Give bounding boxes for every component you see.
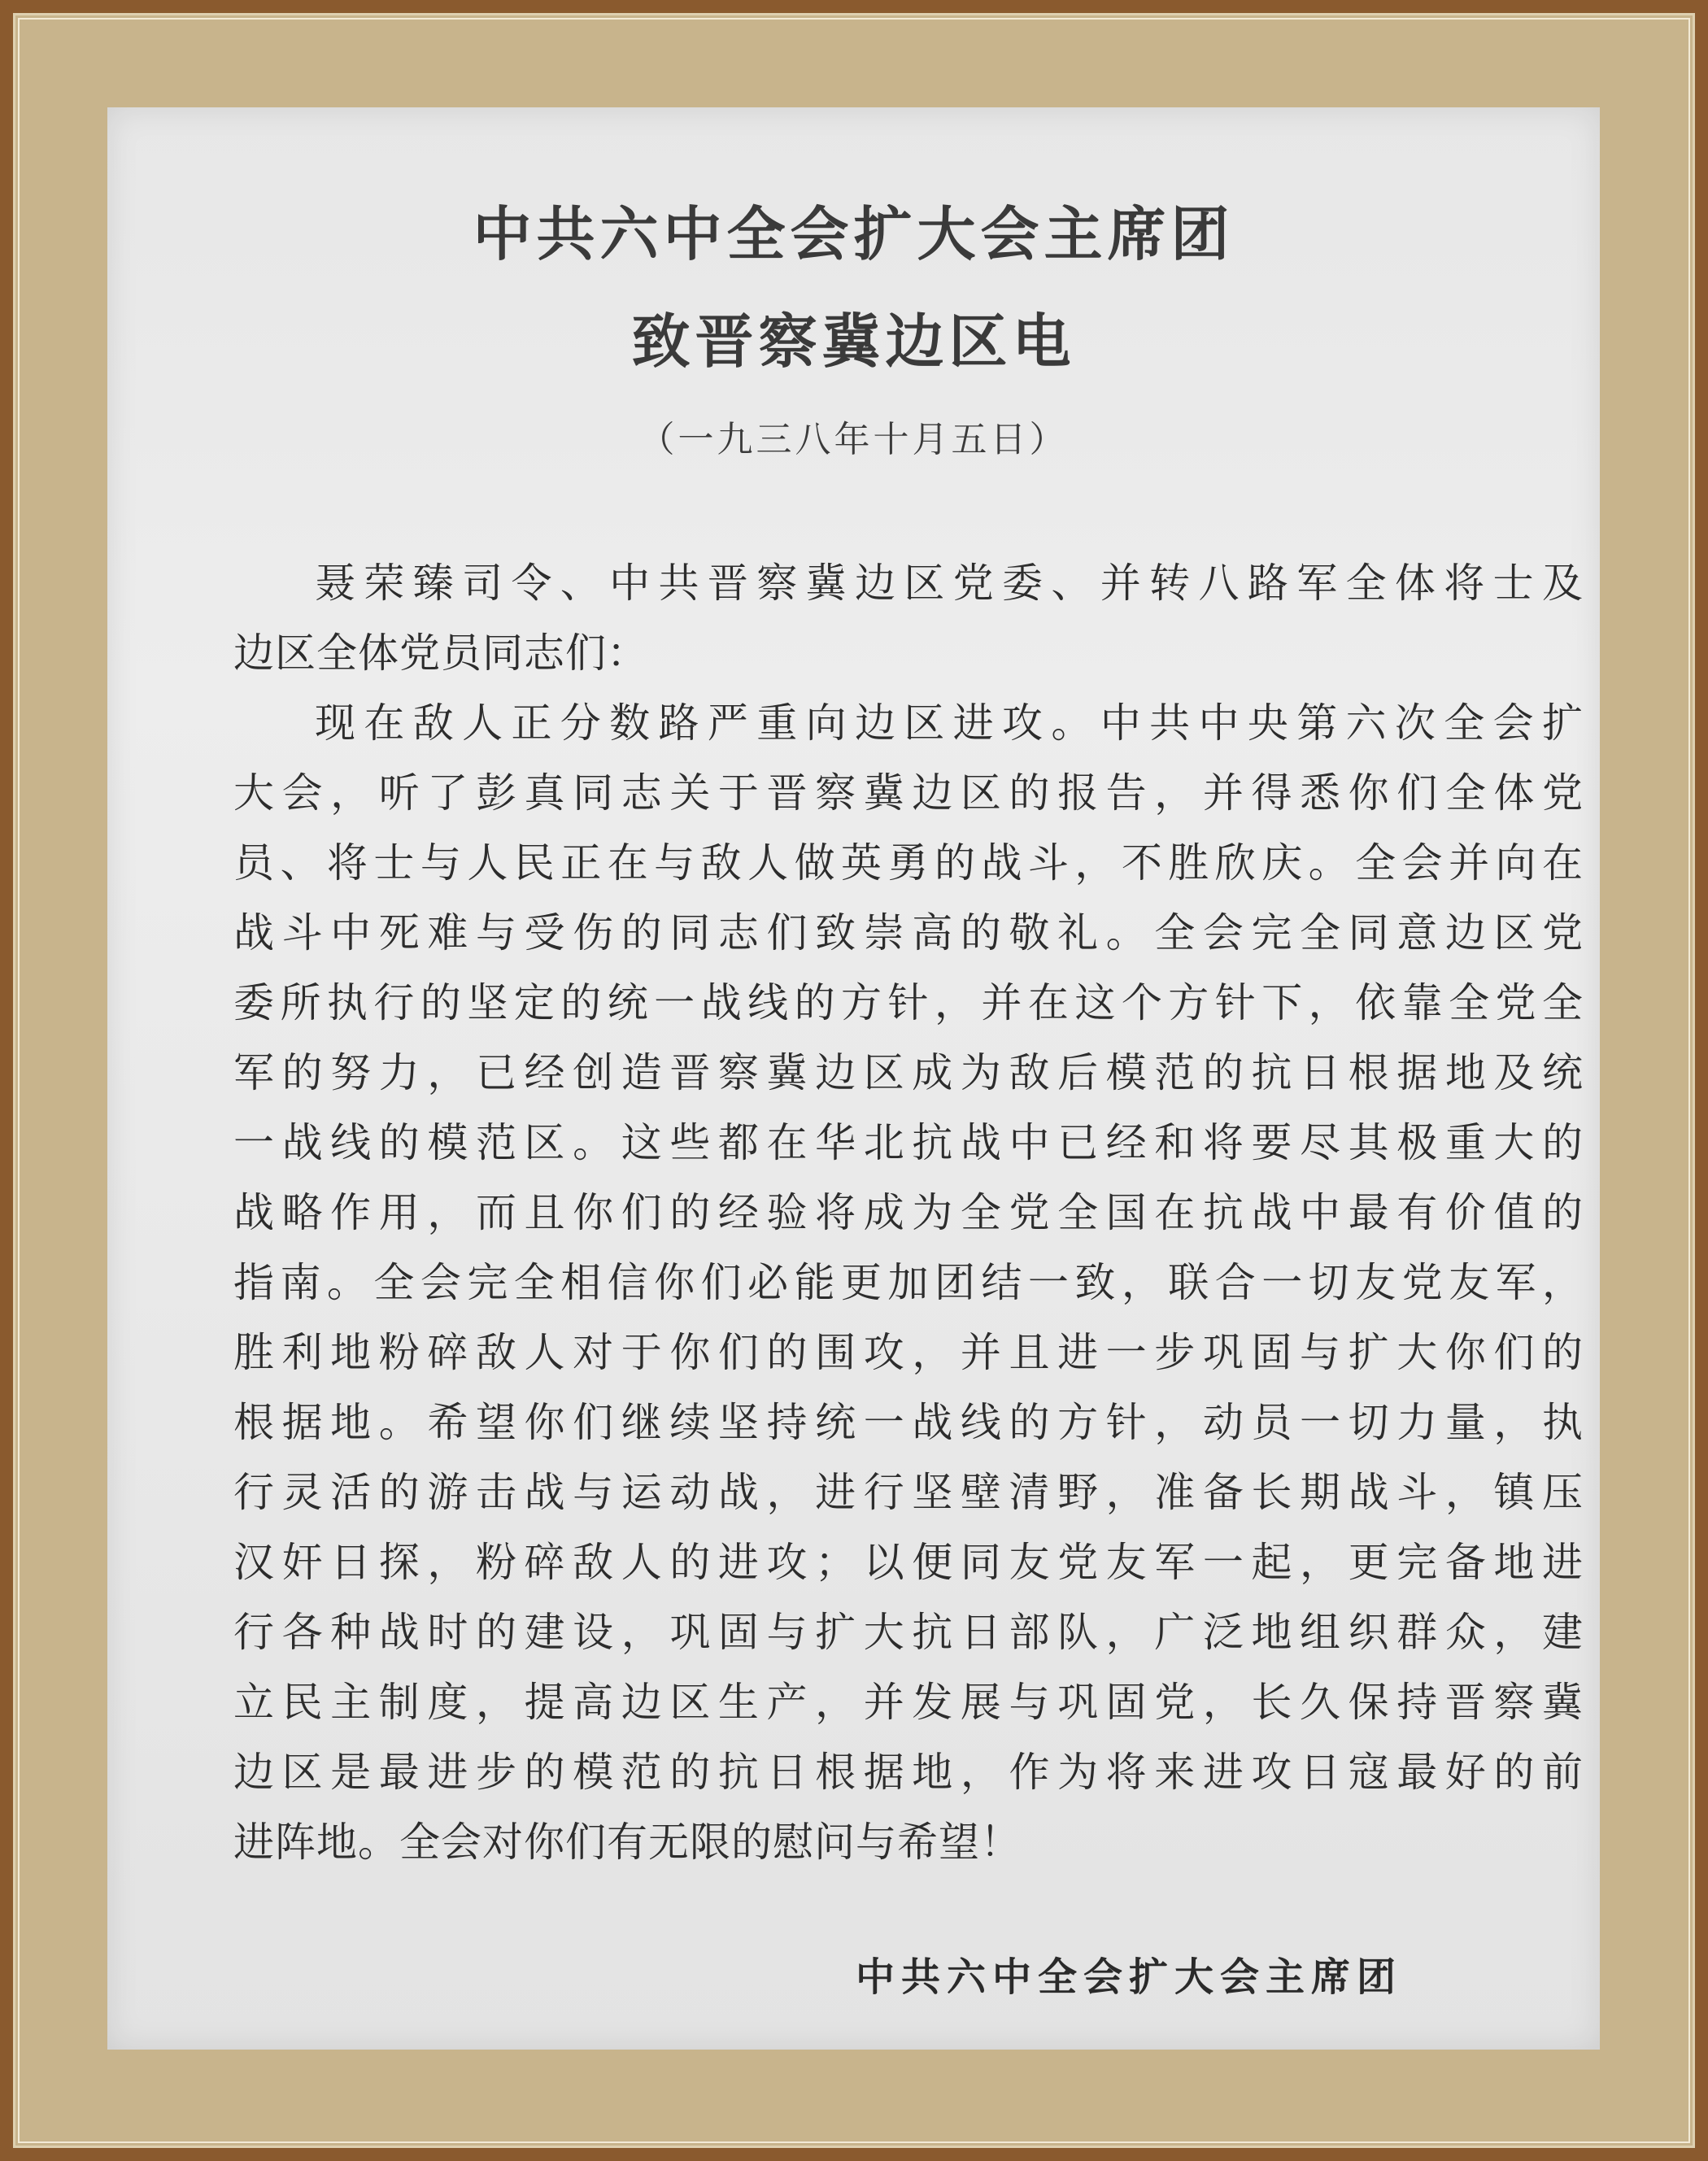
document-title-line-1: 中共六中全会扩大会主席团 <box>473 199 1235 268</box>
body-line: 战略作用，而且你们的经验将成为全党全国在抗战中最有价值的 <box>233 1189 1584 1236</box>
body-line: 指南。全会完全相信你们必能更加团结一致，联合一切友党友军， <box>233 1259 1584 1306</box>
body-line: 行各种战时的建设，巩固与扩大抗日部队，广泛地组织群众，建 <box>233 1609 1584 1656</box>
body-line: 聂荣臻司令、中共晋察冀边区党委、并转八路军全体将士及 <box>315 560 1584 607</box>
body-line: 边区是最进步的模范的抗日根据地，作为将来进攻日寇最好的前 <box>233 1749 1584 1796</box>
body-line: 员、将士与人民正在与敌人做英勇的战斗，不胜欣庆。全会并向在 <box>233 839 1584 887</box>
body-line: 军的努力，已经创造晋察冀边区成为敌后模范的抗日根据地及统 <box>233 1049 1584 1096</box>
body-line: 边区全体党员同志们： <box>233 630 648 677</box>
body-line: 大会，听了彭真同志关于晋察冀边区的报告，并得悉你们全体党 <box>233 769 1584 817</box>
body-line: 现在敌人正分数路严重向边区进攻。中共中央第六次全会扩 <box>315 699 1584 747</box>
body-line: 行灵活的游击战与运动战，进行坚壁清野，准备长期战斗，镇压 <box>233 1469 1584 1516</box>
document-page <box>107 107 1600 2050</box>
document-date: （一九三八年十月五日） <box>638 419 1069 460</box>
document-title-line-2: 致晋察冀边区电 <box>631 307 1076 376</box>
body-line: 汉奸日探，粉碎敌人的进攻；以便同友党友军一起，更完备地进 <box>233 1539 1584 1586</box>
document-signature: 中共六中全会扩大会主席团 <box>856 1954 1403 2000</box>
body-line: 委所执行的坚定的统一战线的方针，并在这个方针下，依靠全党全 <box>233 979 1584 1026</box>
body-line: 进阵地。全会对你们有无限的慰问与希望！ <box>233 1819 1022 1866</box>
body-line: 胜利地粉碎敌人对于你们的围攻，并且进一步巩固与扩大你们的 <box>233 1329 1584 1376</box>
body-line: 一战线的模范区。这些都在华北抗战中已经和将要尽其极重大的 <box>233 1119 1584 1166</box>
body-line: 立民主制度，提高边区生产，并发展与巩固党，长久保持晋察冀 <box>233 1679 1584 1726</box>
body-line: 战斗中死难与受伤的同志们致崇高的敬礼。全会完全同意边区党 <box>233 909 1584 956</box>
body-line: 根据地。希望你们继续坚持统一战线的方针，动员一切力量，执 <box>233 1399 1584 1446</box>
